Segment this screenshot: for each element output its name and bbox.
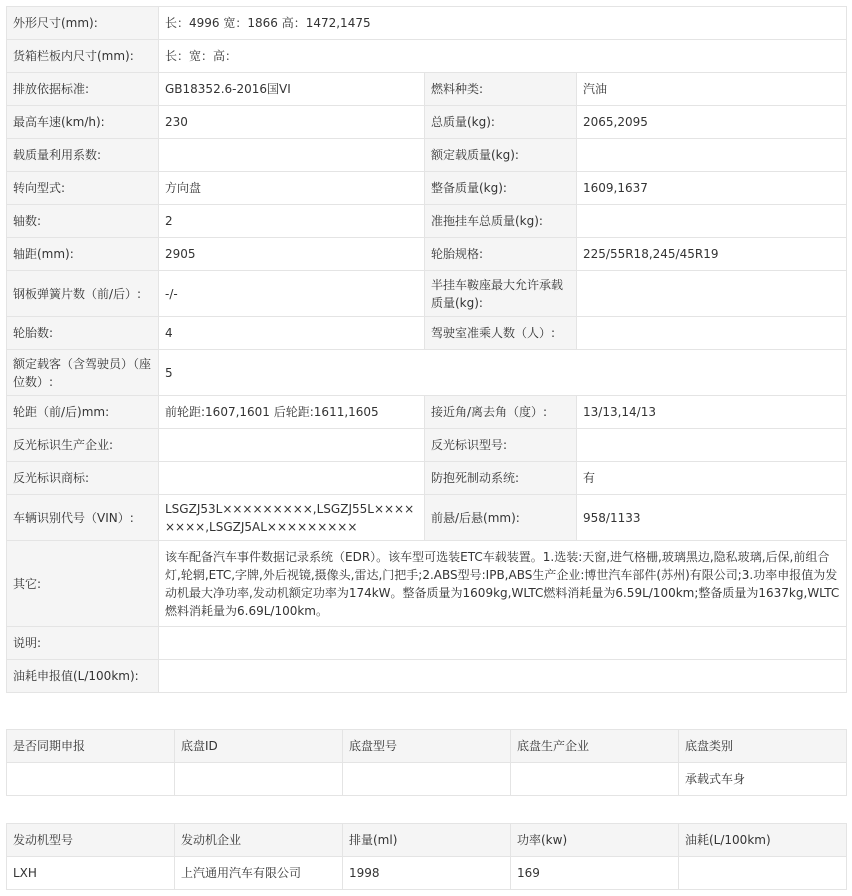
table-row bbox=[7, 857, 847, 890]
spec-row-tires bbox=[7, 317, 847, 350]
track-label: 轮距（前/后)mm: bbox=[7, 396, 159, 429]
axles-label: 轴数: bbox=[7, 205, 159, 238]
engine-header-cell: 排量(ml) bbox=[343, 824, 511, 857]
trailer-mass-label: 准拖挂车总质量(kg): bbox=[425, 205, 577, 238]
dims-label: 外形尺寸(mm): bbox=[7, 7, 159, 40]
tire-count-value: 4 bbox=[159, 317, 425, 350]
overhang-value: 958/1133 bbox=[577, 495, 847, 541]
rated-load-value bbox=[577, 139, 847, 172]
speed-value: 230 bbox=[159, 106, 425, 139]
abs-value: 有 bbox=[577, 462, 847, 495]
seats-label: 额定载客（含驾驶员）（座位数）: bbox=[7, 350, 159, 396]
chassis-header-cell: 底盘类别 bbox=[679, 730, 847, 763]
axles-value: 2 bbox=[159, 205, 425, 238]
tire-spec-value: 225/55R18,245/45R19 bbox=[577, 238, 847, 271]
spec-row-reflector-maker bbox=[7, 429, 847, 462]
overhang-label: 前悬/后悬(mm): bbox=[425, 495, 577, 541]
engine-header-cell: 油耗(L/100km) bbox=[679, 824, 847, 857]
curb-mass-value: 1609,1637 bbox=[577, 172, 847, 205]
reflector-model-value bbox=[577, 429, 847, 462]
total-mass-label: 总质量(kg): bbox=[425, 106, 577, 139]
spec-row-vin bbox=[7, 495, 847, 541]
chassis-cell bbox=[7, 763, 175, 796]
spec-row-emission bbox=[7, 73, 847, 106]
rated-load-label: 额定载质量(kg): bbox=[425, 139, 577, 172]
engine-header-row bbox=[7, 824, 847, 857]
engine-cell: LXH bbox=[7, 857, 175, 890]
saddle-load-value bbox=[577, 271, 847, 317]
vehicle-spec-table bbox=[6, 6, 847, 693]
spec-row-other bbox=[7, 541, 847, 627]
spec-row-track bbox=[7, 396, 847, 429]
fuel-type-label: 燃料种类: bbox=[425, 73, 577, 106]
wheelbase-label: 轴距(mm): bbox=[7, 238, 159, 271]
engine-header-cell: 发动机型号 bbox=[7, 824, 175, 857]
chassis-header-row bbox=[7, 730, 847, 763]
other-label: 其它: bbox=[7, 541, 159, 627]
spec-row-load bbox=[7, 139, 847, 172]
saddle-load-label: 半挂车鞍座最大允许承载质量(kg): bbox=[425, 271, 577, 317]
engine-cell: 1998 bbox=[343, 857, 511, 890]
engine-cell: 169 bbox=[511, 857, 679, 890]
tire-spec-label: 轮胎规格: bbox=[425, 238, 577, 271]
cab-capacity-label: 驾驶室准乘人数（人）: bbox=[425, 317, 577, 350]
approach-angle-value: 13/13,14/13 bbox=[577, 396, 847, 429]
other-notes: 该车配备汽车事件数据记录系统（EDR）。该车型可选装ETC车载装置。1.选装:天窗,进气格栅,玻璃黑边,隐私玻璃,后保,前组合灯,轮辋,ETC,字牌,外后视镜,摄像头,雷达,门把手;2.ABS型号:IPB,ABS生产企业:博世汽车部件(苏州)有限公司;3.功率申报值为发动机最大净功率,发动机额定功率为174kW。整备质量为1609kg,WLTC燃料消耗量为6.59L/100km;整备质量为1637kg,WLTC燃料消耗量为6.69L/100km。 bbox=[159, 541, 847, 627]
chassis-table bbox=[6, 729, 847, 796]
fuel-report-label: 油耗申报值(L/100km): bbox=[7, 660, 159, 693]
dims-value: 长：4996 宽：1866 高：1472,1475 bbox=[159, 7, 847, 40]
emission-value: GB18352.6-2016国VI bbox=[159, 73, 425, 106]
load-util-label: 载质量利用系数: bbox=[7, 139, 159, 172]
spec-row-spring bbox=[7, 271, 847, 317]
chassis-header-cell: 是否同期申报 bbox=[7, 730, 175, 763]
chassis-header-cell: 底盘型号 bbox=[343, 730, 511, 763]
chassis-cell: 承载式车身 bbox=[679, 763, 847, 796]
spring-value: -/- bbox=[159, 271, 425, 317]
reflector-brand-value bbox=[159, 462, 425, 495]
reflector-model-label: 反光标识型号: bbox=[425, 429, 577, 462]
chassis-cell bbox=[343, 763, 511, 796]
spec-row-seats bbox=[7, 350, 847, 396]
cab-capacity-value bbox=[577, 317, 847, 350]
chassis-header-cell: 底盘ID bbox=[175, 730, 343, 763]
spec-row-reflector-brand bbox=[7, 462, 847, 495]
steering-label: 转向型式: bbox=[7, 172, 159, 205]
spec-row-cargo bbox=[7, 40, 847, 73]
spec-row-fuel-report bbox=[7, 660, 847, 693]
engine-cell: 上汽通用汽车有限公司 bbox=[175, 857, 343, 890]
spring-label: 钢板弹簧片数（前/后）: bbox=[7, 271, 159, 317]
speed-label: 最高车速(km/h): bbox=[7, 106, 159, 139]
reflector-maker-label: 反光标识生产企业: bbox=[7, 429, 159, 462]
engine-header-cell: 发动机企业 bbox=[175, 824, 343, 857]
chassis-cell bbox=[511, 763, 679, 796]
cargo-value: 长：宽：高： bbox=[159, 40, 847, 73]
spec-row-dimensions bbox=[7, 7, 847, 40]
abs-label: 防抱死制动系统: bbox=[425, 462, 577, 495]
spec-row-steering bbox=[7, 172, 847, 205]
track-value: 前轮距:1607,1601 后轮距:1611,1605 bbox=[159, 396, 425, 429]
fuel-type-value: 汽油 bbox=[577, 73, 847, 106]
total-mass-value: 2065,2095 bbox=[577, 106, 847, 139]
trailer-mass-value bbox=[577, 205, 847, 238]
engine-header-cell: 功率(kw) bbox=[511, 824, 679, 857]
description-value bbox=[159, 627, 847, 660]
tire-count-label: 轮胎数: bbox=[7, 317, 159, 350]
spec-row-axles bbox=[7, 205, 847, 238]
cargo-label: 货箱栏板内尺寸(mm): bbox=[7, 40, 159, 73]
wheelbase-value: 2905 bbox=[159, 238, 425, 271]
seats-value: 5 bbox=[159, 350, 847, 396]
description-label: 说明: bbox=[7, 627, 159, 660]
spec-row-description bbox=[7, 627, 847, 660]
chassis-cell bbox=[175, 763, 343, 796]
chassis-header-cell: 底盘生产企业 bbox=[511, 730, 679, 763]
vin-label: 车辆识别代号（VIN）: bbox=[7, 495, 159, 541]
reflector-brand-label: 反光标识商标: bbox=[7, 462, 159, 495]
approach-angle-label: 接近角/离去角（度）: bbox=[425, 396, 577, 429]
load-util-value bbox=[159, 139, 425, 172]
vin-value: LSGZJ53L×××××××××,LSGZJ55L××××××××,LSGZJ5AL××××××××× bbox=[159, 495, 425, 541]
spec-row-wheelbase bbox=[7, 238, 847, 271]
fuel-report-value bbox=[159, 660, 847, 693]
steering-value: 方向盘 bbox=[159, 172, 425, 205]
engine-cell bbox=[679, 857, 847, 890]
table-row bbox=[7, 763, 847, 796]
curb-mass-label: 整备质量(kg): bbox=[425, 172, 577, 205]
engine-table bbox=[6, 823, 847, 890]
emission-label: 排放依据标准: bbox=[7, 73, 159, 106]
spec-row-speed bbox=[7, 106, 847, 139]
reflector-maker-value bbox=[159, 429, 425, 462]
